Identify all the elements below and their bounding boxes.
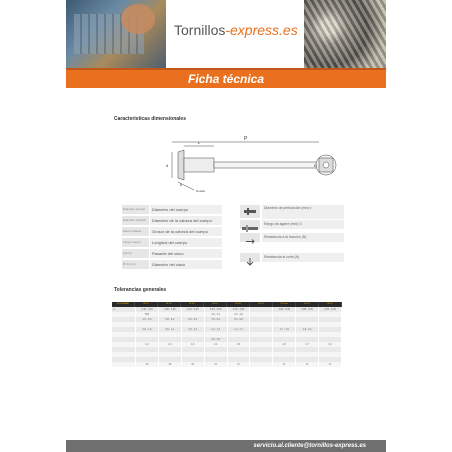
table-cell: 1,9 - 2,1	[296, 327, 319, 332]
table-cell: 2,98 - 3,05	[159, 307, 182, 312]
table-row	[112, 362, 342, 367]
rivet-mandrel	[214, 162, 318, 168]
section-tolerances-title: Tolerancias generales	[114, 287, 167, 293]
table-cell: 4,6 - 4,8	[228, 312, 251, 317]
label-p: P	[244, 136, 248, 142]
tol-header: Ø 3,0	[158, 302, 181, 307]
table-cell: 1,6	[182, 342, 205, 347]
footer-bar	[66, 440, 386, 452]
tensile-icon	[240, 233, 260, 242]
rivet-drawing	[114, 132, 344, 198]
table-cell: 1,6	[159, 342, 182, 347]
table-cell: 27	[319, 362, 342, 367]
char-value: Diámetro de la cabeza del cuerpo	[150, 216, 222, 225]
brand-accent: -express.es	[225, 22, 298, 38]
table-cell	[112, 362, 136, 367]
rivet-head	[178, 150, 184, 180]
rivet-body	[184, 158, 214, 172]
grip-range-icon	[240, 220, 260, 229]
grip-range-value: Rango de agarre (mm) G	[262, 220, 344, 229]
label-detail: Detalle	[196, 189, 206, 193]
table-cell: 25	[182, 362, 205, 367]
table-cell: 4,75 - 4,85	[228, 307, 251, 312]
table-cell: 27	[228, 362, 251, 367]
tol-header: Ø 4,8	[227, 302, 250, 307]
table-cell: 1,0 - 1,2	[182, 327, 205, 332]
tol-header: 5,2 mm	[273, 302, 296, 307]
screws-texture	[304, 0, 386, 68]
header-banner	[66, 0, 386, 68]
table-cell: 1,0	[136, 342, 159, 347]
table-cell: 1,2 - 1,4	[205, 327, 228, 332]
table-cell: 3,4	[319, 342, 342, 347]
table-cell: 27	[296, 362, 319, 367]
table-cell: 3,0 - 3,5	[205, 337, 228, 342]
brand-logo[interactable]	[174, 22, 298, 38]
screws-photo	[304, 0, 386, 68]
detail-hole	[323, 162, 329, 168]
page-title: Ficha técnica	[187, 72, 265, 86]
tolerance-body	[112, 307, 342, 367]
table-cell: 25	[159, 362, 182, 367]
table-cell: 6,25 - 6,45	[319, 307, 342, 312]
tol-header: Ø NOMINAL	[112, 302, 135, 307]
char-label: Largo cuerpo	[122, 238, 149, 247]
table-cell: 1,7 - 1,9	[273, 327, 296, 332]
char-value: Longitud del cuerpo	[150, 238, 222, 247]
table-cell: 25	[136, 362, 159, 367]
tol-header: Ø 6,4	[319, 302, 342, 307]
table-cell: 2,5	[273, 342, 296, 347]
label-d: d	[166, 163, 169, 168]
drill-diameter-value: Diámetro de perforación (mm) ε	[262, 205, 344, 219]
tol-header: Ø 5,0	[250, 302, 273, 307]
footer-email[interactable]: servicio.al.cliente@tornillos-express.es	[253, 443, 366, 449]
technical-sheet	[66, 0, 386, 452]
shear-icon	[240, 253, 260, 262]
char-label: Altura cabeza	[122, 227, 149, 236]
table-cell: 2,7	[296, 342, 319, 347]
label-l: L	[198, 140, 201, 145]
label-dd: D	[314, 163, 317, 168]
tol-header: Ø 2,4	[135, 302, 158, 307]
table-cell: 2,1	[205, 342, 228, 347]
tol-header: Ø 3,2	[181, 302, 204, 307]
table-cell: 3,18 - 3,25	[182, 307, 205, 312]
tensile-value: Resistencia a la tracción (N)	[262, 233, 344, 242]
char-value: Pasante del clavo	[150, 249, 222, 258]
table-cell: 3,8 - 4,0	[205, 312, 228, 317]
char-label: Diámetro cuerpo	[122, 205, 149, 214]
section-dimensional-title: Características dimensionales	[114, 116, 186, 122]
tolerance-table	[112, 302, 342, 367]
table-cell: 3,95 - 4,05	[205, 307, 228, 312]
table-cell: 27	[205, 362, 228, 367]
table-cell	[250, 362, 273, 367]
table-cell: 27	[273, 362, 296, 367]
char-value: Diámetro del clavo	[150, 260, 222, 269]
brand-main: Tornillos	[174, 22, 226, 38]
table-cell: 6,2 - 6,6	[182, 317, 205, 322]
drill-diameter-icon	[240, 205, 260, 218]
table-cell: 4,80 - 5,00	[273, 307, 296, 312]
table-cell: TBA	[136, 312, 159, 317]
tools-photo	[66, 0, 166, 68]
table-cell: 5,8 - 6,2	[159, 317, 182, 322]
hand	[121, 4, 155, 34]
char-label: Ø d (mm)	[122, 260, 149, 269]
table-cell: 5,85 - 6,05	[296, 307, 319, 312]
tol-header: Ø 6,0	[296, 302, 319, 307]
tol-header: Ø 4,0	[204, 302, 227, 307]
shear-value: Resistencia al corte (N)	[262, 253, 344, 262]
table-cell: 1,4 - 1,7	[228, 327, 251, 332]
table-cell: 0,9 - 1,1	[159, 327, 182, 332]
table-cell: 2,38 - 2,45	[136, 307, 159, 312]
table-cell: 0,8 - 1,0	[136, 327, 159, 332]
char-label: p(mm)	[122, 249, 149, 258]
table-cell: d	[112, 307, 136, 312]
char-value: Diámetro del cuerpo	[150, 205, 222, 214]
table-cell: 2,5	[228, 342, 251, 347]
label-k: k	[180, 182, 182, 187]
table-cell: 4,5 - 5,0	[136, 317, 159, 322]
table-cell: 7,8 - 8,2	[205, 317, 228, 322]
table-cell: 9,4 - 9,8	[228, 317, 251, 322]
char-label: Diámetro cabeza	[122, 216, 149, 225]
page-title-bar	[66, 68, 386, 88]
char-value: Grosor de la cabeza del cuerpo	[150, 227, 222, 236]
